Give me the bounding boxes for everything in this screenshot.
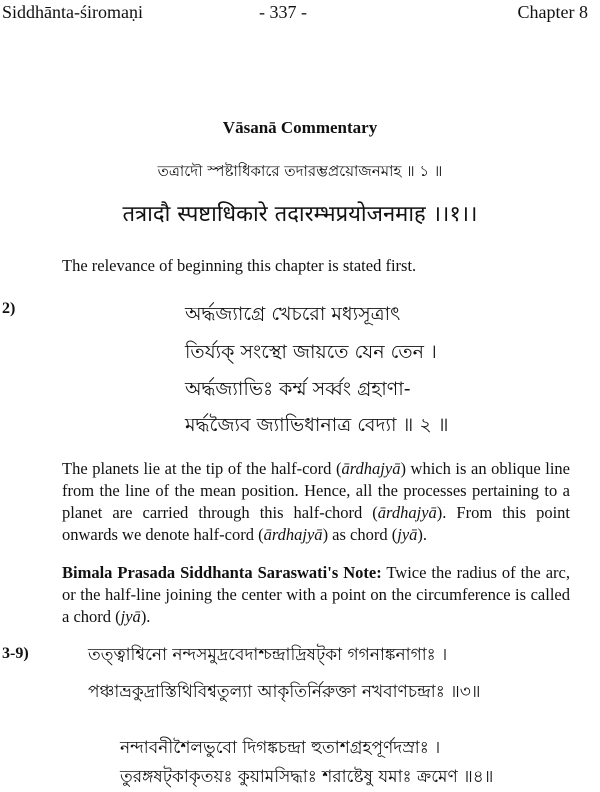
note-paragraph [62, 562, 570, 628]
explanation-term-1: ārdhajyā [341, 459, 401, 478]
intro-paragraph: The relevance of beginning this chapter is stated first. [62, 256, 417, 275]
header-book-title: Siddhānta-śiromaṇi [2, 2, 143, 22]
explanation-term-4: jyā [397, 525, 418, 544]
explanation-text-2: ) which is an oblique line from the line of the mean position. Hence, all the processes pertaining to a planet are carried through this half-chord ( [62, 459, 570, 522]
explanation-text-5: ). [417, 525, 428, 544]
explanation-text-4: ) as chord ( [322, 525, 398, 544]
verse2-number: 2) [2, 300, 16, 317]
explanation-term-2: ārdhajyā [377, 503, 437, 522]
verse3-line-2: পঞ্চাভ্রকুদ্রাস্তিথিবিশ্বতুল্যা আকৃতির্নিরুক্তা নখবাণচন্দ্রাঃ ॥৩॥ [88, 682, 481, 702]
header-chapter: Chapter 8 [517, 2, 588, 22]
verse2-line-3: অর্দ্ধজ্যাভিঃ কর্ম্ম সর্ব্বং গ্রহাণা- [185, 378, 411, 400]
header-page-number: - 337 - [259, 2, 307, 22]
verse3-line-4: তুরঙ্গষট্কাকৃতয়ঃ কুয়ামসিদ্ধাঃ শরাষ্টেষু যমাঃ ক্রমেণ ॥৪॥ [120, 767, 494, 787]
explanation-term-3: ārdhajyā [263, 525, 323, 544]
note-term-1: jyā [120, 607, 141, 626]
verse1-devanagari-line: तत्रादौ स्पष्टाधिकारे तदारम्भप्रयोजनमाह ।।१।। [122, 202, 478, 227]
explanation-paragraph [62, 458, 570, 546]
verse1-bengali-line: তত্রাদৌ স্পষ্টাধিকারে তদারম্ভপ্রয়োজনমাহ ॥ ১ ॥ [157, 162, 443, 180]
explanation-text-1: The planets lie at the tip of the half-cord ( [62, 459, 342, 478]
verse3-line-3: নন্দাবনীশৈলভুবো দিগঙ্কচন্দ্রা হুতাশগ্রহপূর্ণদস্রাঃ । [120, 738, 441, 758]
verse2-line-2: তির্য্যক্ সংস্থো জায়তে যেন তেন । [185, 341, 437, 363]
verse2-line-4: মর্দ্ধজ্যৈব জ্যাভিধানাত্র বেদ্যা ॥ ২ ॥ [185, 414, 449, 436]
explanation-text-3: ). From this point onwards we denote half-cord ( [62, 503, 570, 544]
verse3-line-1: তত্ত্বাশ্বিনো নন্দসমুদ্রবেদাশ্চন্দ্রাদ্রিষট্কা গগনাঙ্কনাগাঃ । [88, 645, 448, 665]
note-text-1: Twice the radius of the arc, or the half-line joining the center with a point on the circumference is called a chord ( [62, 563, 570, 626]
note-label: Bimala Prasada Siddhanta Saraswati's Note: [62, 563, 382, 582]
section-subtitle: Vāsanā Commentary [222, 118, 378, 137]
verse3-number: 3-9) [2, 645, 29, 662]
note-text-2: ). [140, 607, 151, 626]
verse2-line-1: অর্দ্ধজ্যাগ্রে খেচরো মধ্যসূত্রাৎ [185, 303, 401, 325]
